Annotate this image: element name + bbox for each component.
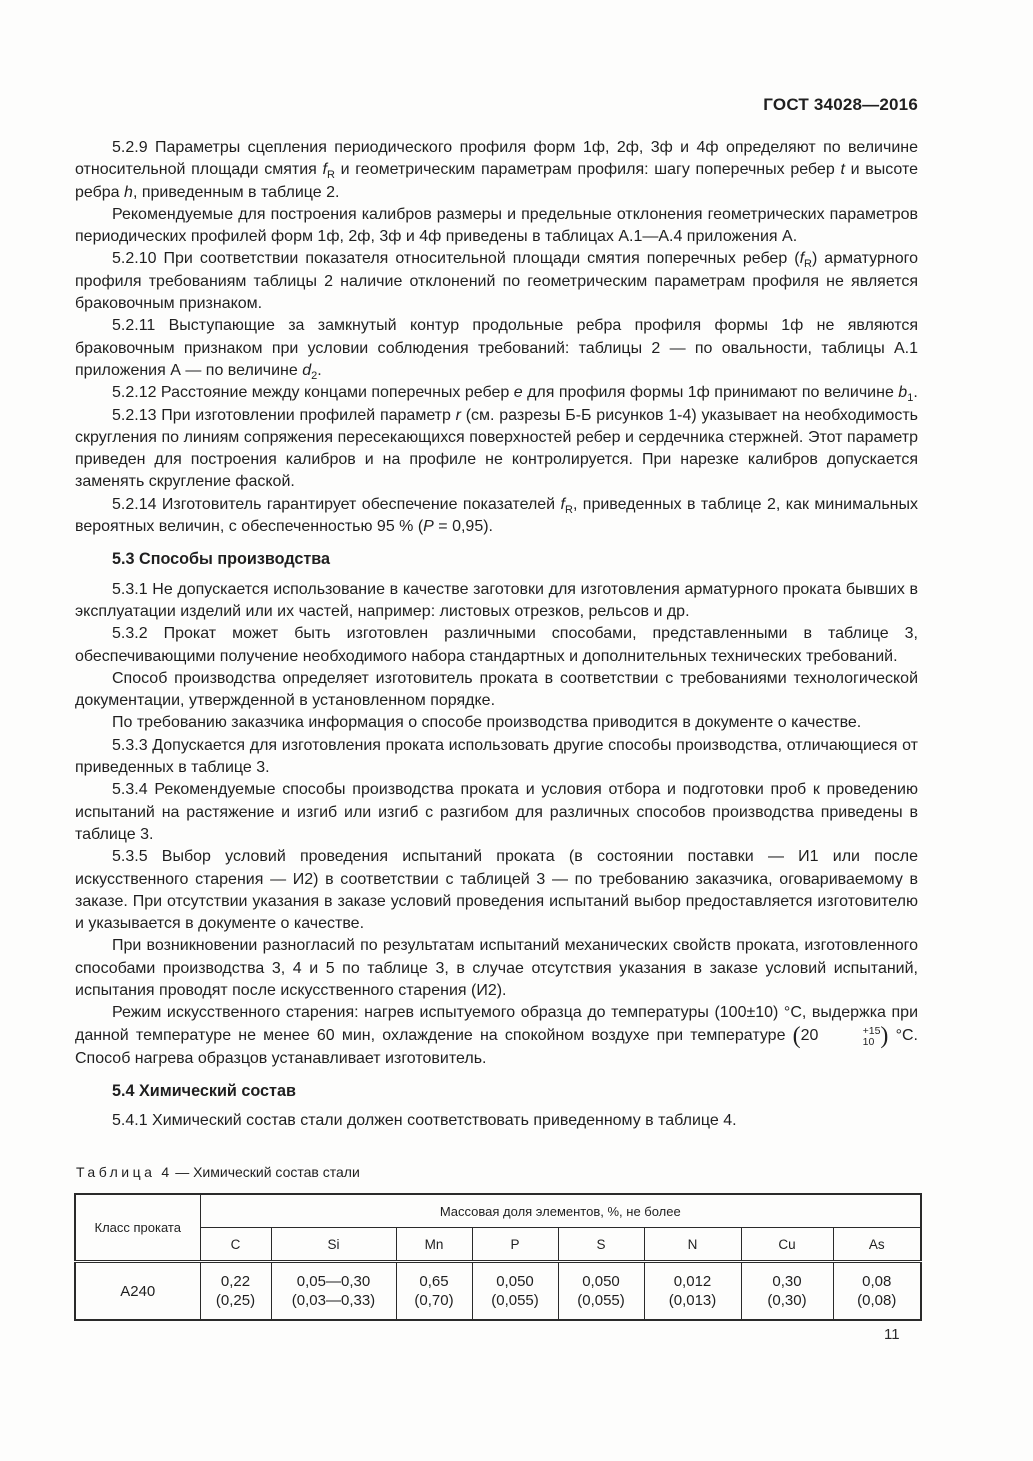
text-run: 5.2.14 Изготовитель гарантирует обеспечение показателей [112, 495, 561, 513]
table-row-A240 [75, 1262, 921, 1321]
tolerance-upper: +15 [862, 1024, 881, 1037]
col-header-S: S [558, 1228, 644, 1262]
sub-R: R [564, 503, 573, 516]
cell-C [200, 1262, 271, 1321]
tolerance-stack [826, 1026, 881, 1048]
value-main: 0,08 [862, 1272, 892, 1290]
table-caption-title: — Химический состав стали [175, 1164, 360, 1180]
paragraph-5-2-13 [75, 405, 918, 494]
temperature-tolerance-formula [792, 1022, 889, 1049]
cell-Si [271, 1262, 396, 1321]
var-f: f [322, 161, 327, 179]
var-t: t [840, 161, 845, 179]
text-run: ) арматурного профиля требованиям таблицы 2 наличие отклонений по геометрическим параметрам профиля не является браковочным признаком. [75, 250, 918, 313]
cell-steel-class: А240 [75, 1262, 200, 1321]
value-main: 0,30 [772, 1272, 802, 1290]
close-paren: ) [880, 1022, 889, 1049]
var-P: P [423, 518, 434, 536]
col-header-P: P [472, 1228, 558, 1262]
paragraph-5-3-2: 5.3.2 Прокат может быть изготовлен различными способами, представленными в таблице 3, обеспечивающими получение необходимого набора стандартных и дополнительных технических требований. [75, 625, 918, 665]
chemical-composition-table [74, 1193, 922, 1321]
value-main: 0,05—0,30 [296, 1272, 371, 1290]
text-run: 5.2.9 Параметры сцепления периодического профиля форм 1ф, 2ф, 3ф и 4ф определяют по величине относительной площади смятия [75, 139, 918, 179]
var-f: f [560, 495, 565, 513]
paragraph-5-2-9 [75, 137, 918, 204]
var-r: r [455, 406, 461, 424]
text-run: °С. Способ нагрева образцов устанавливает изготовитель. [75, 1026, 918, 1067]
text-run: . [317, 361, 322, 379]
paragraph-5-4-1: 5.4.1 Химический состав стали должен соответствовать приведенному в таблице 4. [112, 1112, 737, 1130]
paragraph-customer-request: По требованию заказчика информация о способе производства приводится в документе о качестве. [112, 714, 862, 732]
tolerance-lower: 10 [862, 1035, 875, 1048]
paragraph-disagreements: При возникновении разногласий по результатам испытаний механических свойств проката, изготовленного способами производства 3, 4 и 5 по таблице 3, в случае отсутствия указания в заказе условий испытаний, испытания проводят после искусственного старения (И2). [75, 937, 918, 999]
cell-N [644, 1262, 741, 1321]
table-caption-number: 4 [161, 1164, 170, 1180]
cell-Cu [741, 1262, 833, 1321]
value-main: 0,050 [582, 1272, 620, 1290]
text-run: (см. разрезы Б-Б рисунков 1-4) указывает на необходимость скругления по линиям сопряжения пересекающихся поверхностей ребер и сердечника стержней. Этот параметр приведен для построения калибров и на профиле не контролируется. При нарезке калибров допускается заменять скругление фаской. [75, 406, 918, 491]
text-run: . [913, 384, 918, 402]
var-h: h [124, 183, 133, 201]
col-header-Mn: Mn [396, 1228, 472, 1262]
sub-2: 2 [311, 370, 318, 383]
sub-R: R [804, 258, 812, 271]
value-main: 0,050 [496, 1272, 534, 1290]
value-main: 0,22 [220, 1272, 251, 1290]
var-e: e [513, 384, 523, 402]
text-run: 5.2.10 При соответствии показателя относительной площади смятия поперечных ребер ( [112, 250, 800, 268]
table-header-row-elements [75, 1228, 921, 1262]
value-alt: (0,03—0,33) [291, 1292, 376, 1309]
formula-base: 20 [800, 1026, 819, 1044]
value-alt: (0,013) [668, 1292, 717, 1309]
open-paren: ( [792, 1022, 801, 1049]
paragraph-production-method: Способ производства определяет изготовитель проката в соответствии с требованиями технологической документации, утвержденной в установленном порядке. [75, 669, 918, 710]
cell-S [558, 1262, 644, 1321]
var-d: d [302, 361, 312, 379]
text-run: и высоте ребра [75, 161, 919, 201]
paragraph-5-2-12 [75, 382, 918, 404]
sub-R: R [327, 169, 335, 182]
sub-1: 1 [907, 392, 914, 405]
body-text [75, 137, 918, 1132]
section-heading-5-4: 5.4 Химический состав [112, 1081, 296, 1100]
text-run: 5.2.11 Выступающие за замкнутый контур продольные ребра профиля формы 1ф не являются браковочным признаком при условии соблюдения требований: таблицы 2 — по овальности, таблицы А.1 приложения А — по величине [75, 317, 918, 379]
text-run: , приведенным в таблице 2. [132, 183, 340, 201]
table-header-row-1 [75, 1194, 921, 1228]
col-header-steel-class: Класс проката [75, 1194, 200, 1262]
value-main: 0,65 [419, 1272, 449, 1290]
table-4-section [74, 1164, 920, 1321]
paragraph-5-3-3: 5.3.3 Допускается для изготовления проката использовать другие способы производства, отличающиеся от приведенных в таблице 3. [75, 736, 918, 777]
text-run: , приведенных в таблице 2, как минимальных вероятных величин, с обеспеченностью 95 % ( [75, 495, 918, 536]
cell-P [472, 1262, 558, 1321]
col-header-As: As [833, 1228, 921, 1262]
col-header-N: N [644, 1228, 741, 1262]
var-f: f [799, 250, 805, 268]
paragraph-aging-mode [75, 1002, 918, 1070]
col-header-Si: Si [271, 1228, 396, 1262]
cell-Mn [396, 1262, 472, 1321]
text-run: Режим искусственного старения: нагрев испытуемого образца до температуры (100±10) °С, выдержка при данной температуре не менее 60 мин, охлаждение на спокойном воздухе при температуре [75, 1004, 918, 1044]
cell-As [833, 1262, 921, 1321]
paragraph-5-2-10 [75, 248, 918, 315]
text-run: 5.2.12 Расстояние между концами поперечных ребер [112, 384, 514, 402]
paragraph-5-3-4: 5.3.4 Рекомендуемые способы производства проката и условия отбора и подготовки проб к проведению испытаний на растяжение и изгиб или изгиб с разгибом для различных способов производства приведены в таблице 3. [75, 781, 918, 843]
paragraph-5-3-1: 5.3.1 Не допускается использование в качестве заготовки для изготовления арматурного проката бывших в эксплуатации изделий или их частей, например: листовых отрезков, рельсов и др. [75, 580, 918, 620]
table-caption [76, 1164, 920, 1180]
col-header-mass-fraction: Массовая доля элементов, %, не более [200, 1194, 921, 1228]
page-number: 11 [884, 1326, 900, 1343]
text-run: 5.2.13 При изготовлении профилей параметр [112, 406, 456, 424]
col-header-C: C [200, 1228, 271, 1262]
value-alt: (0,25) [215, 1292, 256, 1309]
value-alt: (0,055) [577, 1292, 625, 1309]
value-alt: (0,70) [414, 1292, 454, 1309]
section-heading-5-3: 5.3 Способы производства [112, 550, 331, 569]
paragraph-5-3-5: 5.3.5 Выбор условий проведения испытаний проката (в состоянии поставки — И1 или после искусственного старения — И2) в соответствии с таблицей 3 — по требованию заказчика, оговариваемому в заказе. При отсутствии указания в заказе условий проведения испытаний выбор предоставляется изготовителю и указывается в документе о качестве. [75, 848, 918, 933]
value-main: 0,012 [673, 1272, 712, 1290]
standard-number: ГОСТ 34028—2016 [763, 95, 918, 114]
paragraph-5-2-11 [75, 315, 918, 382]
col-header-Cu: Cu [741, 1228, 833, 1262]
var-b: b [898, 384, 908, 402]
paragraph-recommended: Рекомендуемые для построения калибров размеры и предельные отклонения геометрических параметров периодических профилей форм 1ф, 2ф, 3ф и 4ф приведены в таблицах А.1—А.4 приложения А. [75, 205, 918, 246]
table-caption-word: Таблица [76, 1164, 156, 1180]
paragraph-5-2-14 [75, 494, 918, 539]
text-run: и геометрическим параметрам профиля: шагу поперечных ребер [334, 161, 841, 179]
text-run: = 0,95). [433, 518, 493, 536]
value-alt: (0,08) [857, 1292, 897, 1309]
text-run: для профиля формы 1ф принимают по величине [522, 384, 899, 402]
value-alt: (0,30) [767, 1292, 807, 1309]
value-alt: (0,055) [491, 1292, 539, 1309]
